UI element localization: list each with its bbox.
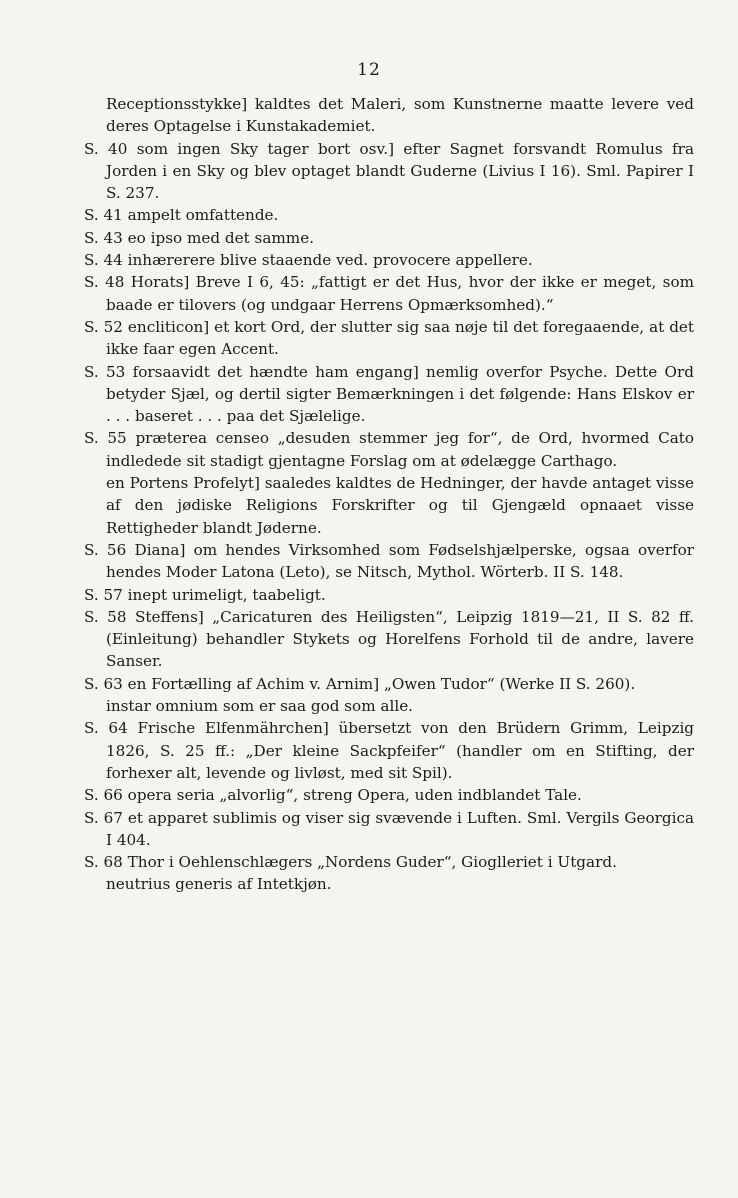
note-ref: S. 66 [84,786,123,805]
note-entry [84,427,694,472]
note-entry [84,271,694,316]
note-entry [84,249,694,271]
note-ref: S. 43 [84,228,123,247]
note-text: Thor i Oehlenschlægers „Nordens Guder“, Gioglleriet i Utgard. [127,853,617,872]
note-text: opera seria „alvorlig“, streng Opera, uden indblandet Tale. [127,786,582,805]
note-text: Receptionsstykke] kaldtes det Maleri, som Kunstnerne maatte levere ved deres Optagelse i Kunstakademiet. [106,95,694,136]
note-text: Frische Elfenmährchen] übersetzt von den Brüdern Grimm, Leipzig 1826, S. 25 ff.: „Der kleine Sackpfeifer“ (handler om en Stifting, der forhexer alt, levende og livløst, med sit Spil). [106,719,695,782]
note-ref: S. 56 [84,540,127,559]
note-entry [84,361,694,428]
note-ref: S. 57 [84,585,123,604]
note-text: en Fortælling af Achim v. Arnim] „Owen Tudor“ (Werke II S. 260). [127,674,636,693]
note-text: inept urimeligt, taabeligt. [127,585,326,604]
note-text: forsaavidt det hændte ham engang] nemlig overfor Psyche. Dette Ord betyder Sjæl, og dertil sigter Bemærkningen i det følgende: Hans Elskov er . . . baseret . . . paa det Sjælelige. [106,362,694,426]
note-entry [84,316,694,361]
note-text: ampelt omfattende. [127,206,279,225]
note-entry [84,784,694,806]
note-ref: S. 52 [84,317,123,336]
note-text: en Portens Profelyt] saaledes kaldtes de Hedninger, der havde antaget visse af den jødiske Religions Forskrifter og til Gjengæld opnaaet visse Rettigheder blandt Jøderne. [106,474,694,537]
note-ref: S. 41 [84,206,123,225]
note-entry [84,472,694,539]
note-entry [84,673,694,695]
note-ref: S. 67 [84,808,123,827]
note-entry [84,584,694,606]
note-text: encliticon] et kort Ord, der slutter sig saa nøje til det foregaaende, at det ikke faar egen Accent. [106,317,695,359]
note-ref: S. 48 [84,273,125,292]
note-ref: S. 40 [84,139,128,158]
note-ref: S. 55 [84,429,127,448]
note-text: et apparet sublimis og viser sig svævende i Luften. Sml. Vergils Georgica I 404. [106,808,695,849]
page-number: 12 [357,60,381,80]
note-text: som ingen Sky tager bort osv.] efter Sagnet forsvandt Romulus fra Jorden i en Sky og blev optaget blandt Guderne (Livius I 16). Sml. Papirer I S. 237. [106,139,694,203]
note-entry [84,204,694,226]
note-text: neutrius generis af Intetkjøn. [106,875,332,894]
note-entry [84,93,694,138]
note-entry [84,873,694,895]
note-entry [84,851,694,873]
note-ref: S. 64 [84,719,128,738]
note-ref: S. 68 [84,853,123,872]
note-text: Steffens] „Caricaturen des Heiligsten“, Leipzig 1819—21, II S. 82 ff. (Einleitung) behandler Stykets og Horelfens Forhold til de andre, lavere Sanser. [106,607,694,671]
note-text: Diana] om hendes Virksomhed som Fødselshjælperske, ogsaa overfor hendes Moder Latona (Leto), se Nitsch, Mythol. Wörterb. II S. 148. [106,540,695,582]
note-text: præterea censeo „desuden stemmer jeg for“, de Ord, hvormed Cato indledede sit stadigt gjentagne Forslag om at ødelægge Carthago. [106,429,695,470]
note-text: eo ipso med det samme. [127,228,315,247]
note-text: instar omnium som er saa god som alle. [106,697,414,716]
note-ref: S. 53 [84,362,126,381]
note-ref: S. 63 [84,674,123,693]
note-entry [84,606,694,673]
note-entry [84,717,694,784]
note-entry [84,227,694,249]
note-text: inhærerere blive staaende ved. provocere appellere. [127,251,533,270]
note-text: Horats] Breve I 6, 45: „fattigt er det Hus, hvor der ikke er meget, som baade er tilovers (og undgaar Herrens Opmærksomhed).“ [106,273,695,314]
note-entry [84,807,694,852]
note-entry [84,539,694,584]
note-entry [84,695,694,717]
notes-list [84,93,694,896]
note-entry [84,138,694,205]
note-ref: S. 44 [84,251,123,270]
note-ref: S. 58 [84,607,127,626]
